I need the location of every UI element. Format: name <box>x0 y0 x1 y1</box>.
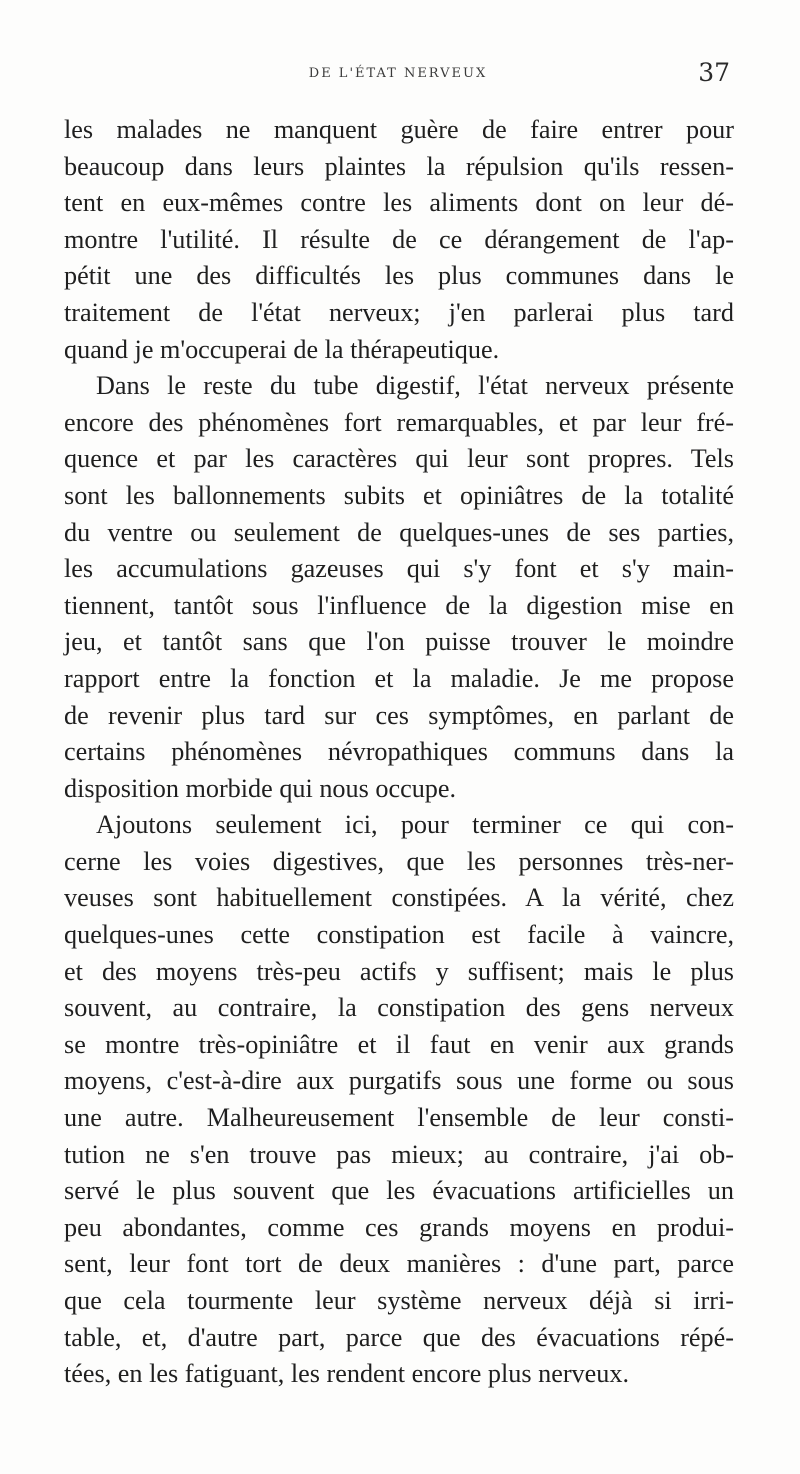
text-line: rapport entre la fonction et la maladie. Je me propose <box>64 663 734 693</box>
running-head <box>66 58 730 92</box>
text-line: table, et, d'autre part, parce que des évacuations répé- <box>64 1322 734 1352</box>
text-line: du ventre ou seulement de quelques-unes de ses parties, <box>64 517 734 547</box>
text-line: servé le plus souvent que les évacuations artificielles un <box>64 1176 734 1206</box>
text-line: tent en eux-mêmes contre les aliments dont on leur dé- <box>64 188 734 218</box>
text-line: une autre. Malheureusement l'ensemble de leur consti- <box>64 1103 734 1133</box>
text-line: quand je m'occuperai de la thérapeutique. <box>64 334 500 364</box>
paragraph <box>64 112 734 368</box>
text-line: jeu, et tantôt sans que l'on puisse trouver le moindre <box>64 627 734 657</box>
text-line: tées, en les fatiguant, les rendent encore plus nerveux. <box>64 1359 630 1389</box>
text-line: et des moyens très-peu actifs y suffisent; mais le plus <box>64 956 734 986</box>
running-title: DE L'ÉTAT NERVEUX <box>308 66 488 81</box>
text-line: se montre très-opiniâtre et il faut en venir aux grands <box>64 1029 734 1059</box>
text-line: sent, leur font tort de deux manières : d'une part, parce <box>64 1249 734 1279</box>
text-line: sont les ballonnements subits et opiniâtres de la totalité <box>64 480 734 510</box>
body-text <box>64 112 734 1393</box>
text-line: certains phénomènes névropathiques communs dans la <box>64 737 734 767</box>
text-line: Ajoutons seulement ici, pour terminer ce qui con- <box>96 810 734 840</box>
text-line: disposition morbide qui nous occupe. <box>64 773 457 803</box>
text-line: montre l'utilité. Il résulte de ce dérangement de l'ap- <box>64 224 734 254</box>
paragraph <box>64 368 734 807</box>
text-line: tution ne s'en trouve pas mieux; au contraire, j'ai ob- <box>64 1139 734 1169</box>
text-line: moyens, c'est-à-dire aux purgatifs sous une forme ou sous <box>64 1066 734 1096</box>
text-line: traitement de l'état nerveux; j'en parlerai plus tard <box>64 297 734 327</box>
text-line: peu abondantes, comme ces grands moyens en produi- <box>64 1212 734 1242</box>
paragraph <box>64 807 734 1393</box>
text-line: que cela tourmente leur système nerveux déjà si irri- <box>64 1286 734 1315</box>
text-line: cerne les voies digestives, que les personnes très-ner- <box>64 846 734 876</box>
text-line: les malades ne manquent guère de faire entrer pour <box>64 115 734 144</box>
text-line: beaucoup dans leurs plaintes la répulsion qu'ils ressen- <box>64 151 734 181</box>
text-line: quence et par les caractères qui leur sont propres. Tels <box>64 444 734 474</box>
text-line: veuses sont habituellement constipées. A la vérité, chez <box>64 883 734 913</box>
text-line: souvent, au contraire, la constipation des gens nerveux <box>64 993 734 1023</box>
text-line: pétit une des difficultés les plus communes dans le <box>64 261 734 291</box>
text-line: Dans le reste du tube digestif, l'état nerveux présente <box>96 371 734 401</box>
page-number: 37 <box>698 58 730 87</box>
text-line: tiennent, tantôt sous l'influence de la digestion mise en <box>64 590 734 620</box>
text-line: de revenir plus tard sur ces symptômes, en parlant de <box>64 700 734 730</box>
text-line: encore des phénomènes fort remarquables, et par leur fré- <box>64 407 734 437</box>
text-line: quelques-unes cette constipation est facile à vaincre, <box>64 920 734 950</box>
text-line: les accumulations gazeuses qui s'y font et s'y main- <box>64 554 734 584</box>
